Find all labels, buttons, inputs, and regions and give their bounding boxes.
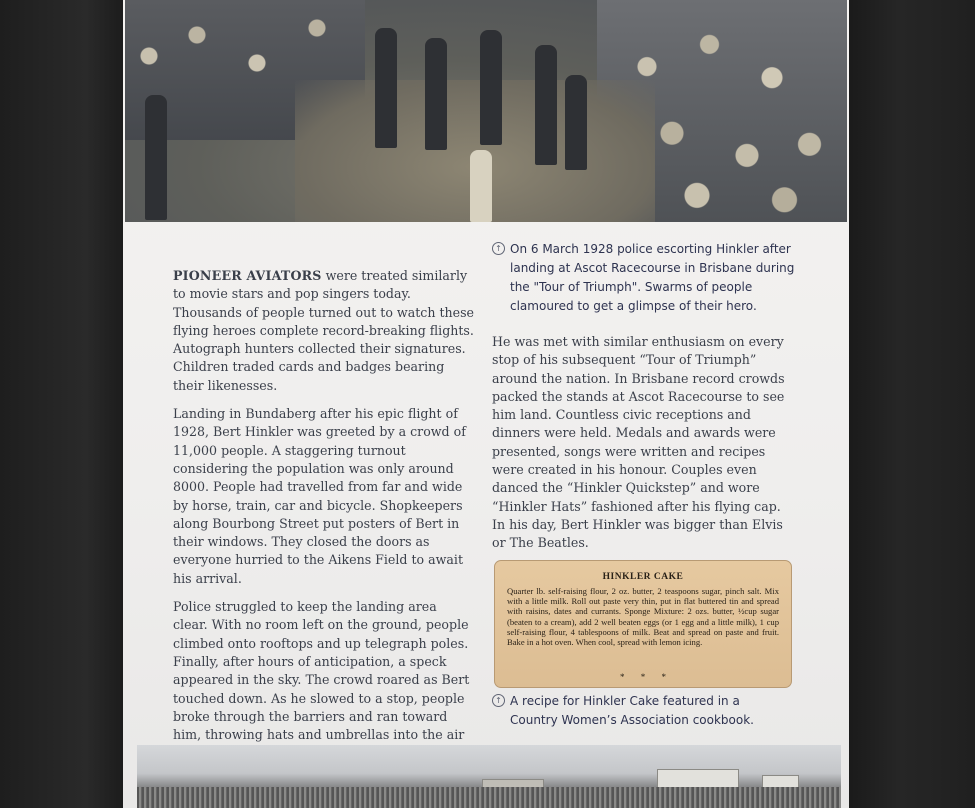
police-figure <box>145 95 167 220</box>
caption-top-text: On 6 March 1928 police escorting Hinkler after landing at Ascot Racecourse in Brisbane during the "Tour of Triumph". Swarms of people clamoured to get a glimpse of their hero. <box>510 242 795 313</box>
caption-bottom-text: A recipe for Hinkler Cake featured in a Country Women’s Association cookbook. <box>510 694 754 727</box>
police-figure <box>375 28 397 148</box>
crowd-photo <box>125 0 847 222</box>
intro-lead: PIONEER AVIATORS <box>173 268 322 283</box>
intro-text: were treated similarly to movie stars and pop singers today. Thousands of people turned out to watch these flying heroes complete record-breaking flights. Autograph hunters collected their signatures. Children traded cards and badges bearing their likenesses. <box>173 268 474 393</box>
airfield-photo <box>137 745 841 808</box>
arrow-up-icon: ↑ <box>492 694 505 707</box>
recipe-title: HINKLER CAKE <box>602 572 684 582</box>
tour-paragraph: He was met with similar enthusiasm on every stop of his subsequent “Tour of Triumph” around the nation. In Brisbane record crowds packed the stands at Ascot Racecourse to see him land. Countless civic receptions and dinners were held. Medals and awards were presented, songs were written and recipes were created in his honour. Couples even danced the “Hinkler Quickstep” and wore “Hinkler Hats” fashioned after his flying cap. In his day, Bert Hinkler was bigger than Elvis or The Beatles. <box>492 334 785 551</box>
photo-caption-top <box>495 240 800 316</box>
left-column-text <box>173 267 475 763</box>
photo-caption-bottom <box>495 692 770 730</box>
recipe-stars: * * * <box>620 672 666 682</box>
wall-right <box>847 0 975 808</box>
man-figure <box>565 75 587 170</box>
airfield-crowd <box>137 787 841 808</box>
intro-paragraph <box>173 267 475 395</box>
police-figure <box>535 45 557 165</box>
wall-left <box>0 0 123 808</box>
exhibit-panel <box>123 0 849 808</box>
arrow-up-icon: ↑ <box>492 242 505 255</box>
bundaberg-paragraph: Landing in Bundaberg after his epic flight of 1928, Bert Hinkler was greeted by a crowd of 11,000 people. A staggering turnout considering the population was only around 8000. People had travelled from far and wide by horse, train, car and bicycle. Shopkeepers along Bourbong Street put posters of Bert in their windows. They closed the doors as everyone hurried to the Aikens Field to await his arrival. <box>173 406 466 586</box>
man-figure <box>425 38 447 150</box>
police-paragraph: Police struggled to keep the landing area clear. With no room left on the ground, people climbed onto rooftops and up telegraph poles. Finally, after hours of anticipation, a speck appeared in the sky. The crowd roared as Bert touched down. As he slowed to a stop, people broke through the barriers and ran toward him, throwing hats and umbrellas into the air <box>173 599 470 743</box>
right-column-text <box>492 333 795 553</box>
recipe-body: Quarter lb. self-raising flour, 2 oz. butter, 2 teaspoons sugar, pinch salt. Mix with a little milk. Roll out paste very thin, put in flat buttered tin and spread with raisins, dates and currants. Sponge Mixture: 2 ozs. butter, ½cup sugar (beaten to a cream), add 2 well beaten eggs (or 1 egg and a little milk), 1 cup self-raising flour, 4 tablespoons of milk. Beat and spread on paste and fruit. Bake in a hot oven. When cool, spread with lemon icing. <box>507 586 779 648</box>
man-white-suit-figure <box>470 150 492 222</box>
recipe-card <box>494 560 792 688</box>
man-figure <box>480 30 502 145</box>
